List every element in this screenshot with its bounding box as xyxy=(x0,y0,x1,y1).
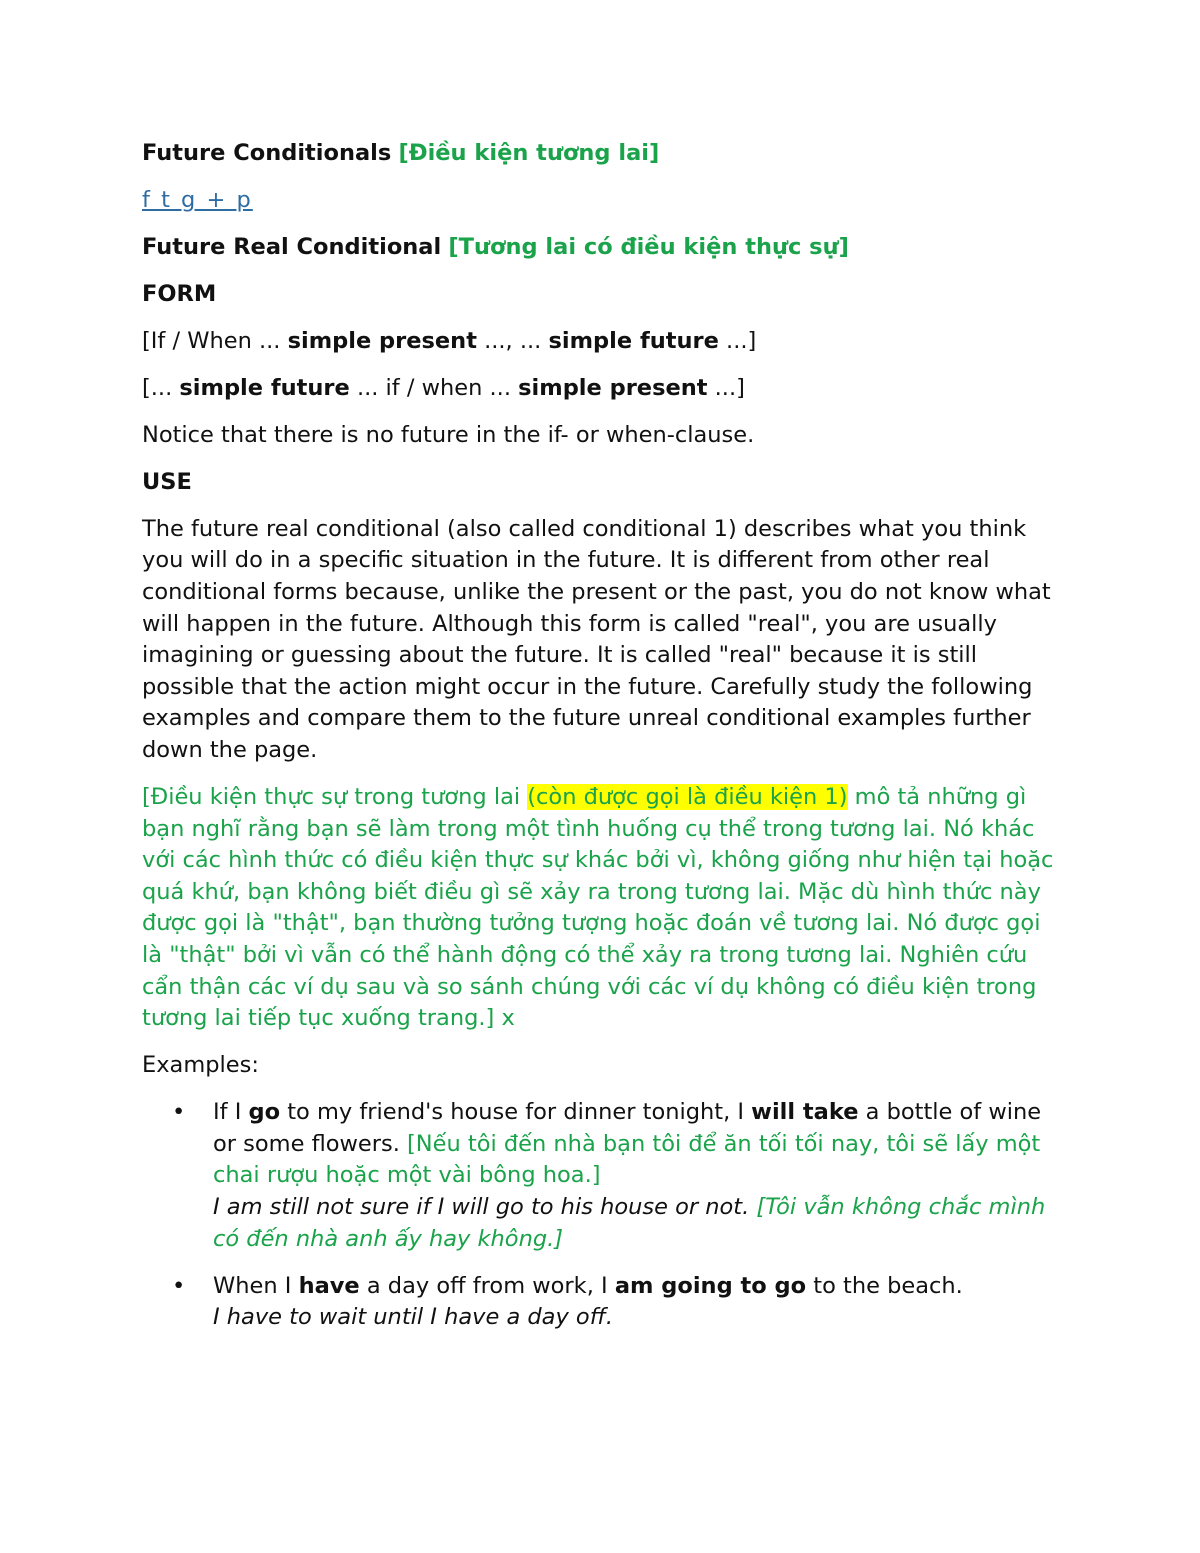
form2-mid: ... if / when ... xyxy=(349,374,519,401)
example-translation: [Nếu tôi đến nhà bạn tôi để ăn tối tối nay, tôi sẽ lấy một chai rượu hoặc một vài bông hoa.] xyxy=(213,1130,1041,1189)
link-line xyxy=(142,185,1067,217)
use-vi-before: [Điều kiện thực sự trong tương lai xyxy=(142,784,528,811)
example-text: to the beach. xyxy=(806,1272,963,1299)
form1-close: ...] xyxy=(718,327,757,354)
examples-label: Examples: xyxy=(142,1052,259,1079)
example-bold: will take xyxy=(751,1099,859,1126)
form-pattern-1 xyxy=(142,326,1067,358)
section-subtitle xyxy=(142,232,1067,264)
list-item xyxy=(142,1271,1067,1334)
form2-close: ...] xyxy=(707,374,745,401)
title-vietnamese: [Điều kiện tương lai] xyxy=(398,140,660,166)
example-note: I have to wait until I have a day off. xyxy=(213,1304,614,1331)
form-pattern-2 xyxy=(142,373,1067,405)
example-text: When I xyxy=(213,1272,299,1299)
form2-open: [... xyxy=(142,374,180,401)
form1-mid: ..., ... xyxy=(476,327,549,354)
use-paragraph: The future real conditional (also called conditional 1) describes what you think you will do in a specific situation in the future. It is different from other real conditional forms because, unlike the present or the past, you do not know what will happen in the future. Although this form is called "real", you are usually imagining or guessing about the future. It is called "real" because it is still possible that the action might occur in the future. Carefully study the following examples and compare them to the future unreal conditional examples further down the page. xyxy=(142,515,1051,764)
use-vi-after: mô tả những gì bạn nghĩ rằng bạn sẽ làm trong một tình huống cụ thể trong tương lai. Nó khác với các hình thức có điều kiện thực sự khác bởi vì, không giống như hiện tại hoặc quá khứ, bạn không biết điều gì sẽ xảy ra trong tương lai. Mặc dù hình thức này được gọi là "thật", bạn thường tưởng tượng hoặc đoán về tương lai. Nó được gọi là "thật" bởi vì vẫn có thể hành động có thể xảy ra trong tương lai. Nghiên cứu cẩn thận các ví dụ sau và so sánh chúng với các ví dụ không có điều kiện trong tương lai tiếp tục xuống trang.] x xyxy=(142,784,1054,1032)
form1-open: [If / When ... xyxy=(142,327,288,354)
example-note: I am still not sure if I will go to his house or not. xyxy=(213,1193,757,1220)
form1-bold-1: simple present xyxy=(287,327,477,354)
title-english: Future Conditionals xyxy=(142,140,392,166)
example-text: to my friend's house for dinner tonight, I xyxy=(280,1099,752,1126)
notice-text: Notice that there is no future in the if- or when-clause. xyxy=(142,421,755,448)
use-paragraph-vietnamese xyxy=(142,782,1067,1035)
list-item xyxy=(142,1097,1067,1255)
bullet-icon: • xyxy=(172,1272,186,1299)
bullet-icon: • xyxy=(172,1099,186,1126)
form-heading: FORM xyxy=(142,280,217,307)
form2-bold-2: simple present xyxy=(518,374,708,401)
document-title xyxy=(142,138,1067,170)
use-vi-highlight: (còn được gọi là điều kiện 1) xyxy=(527,784,848,811)
example-bold: am going to go xyxy=(614,1272,807,1299)
examples-list xyxy=(142,1097,1067,1334)
example-text: a day off from work, I xyxy=(359,1272,615,1299)
subtitle-english: Future Real Conditional xyxy=(142,233,442,260)
example-bold: have xyxy=(298,1272,360,1299)
example-note-translation: [Tôi vẫn không chắc mình có đến nhà anh ấy hay không.] xyxy=(213,1193,1046,1252)
example-text: a bottle of wine or some flowers. xyxy=(213,1099,1042,1157)
hyperlink[interactable]: f t g + p xyxy=(142,186,253,213)
example-text: If I xyxy=(213,1099,249,1126)
form1-bold-2: simple future xyxy=(548,327,719,354)
use-heading: USE xyxy=(142,468,192,495)
example-bold: go xyxy=(248,1099,281,1126)
document-page xyxy=(142,138,1067,1349)
form2-bold-1: simple future xyxy=(179,374,350,401)
subtitle-vietnamese: [Tương lai có điều kiện thực sự] xyxy=(448,233,849,260)
